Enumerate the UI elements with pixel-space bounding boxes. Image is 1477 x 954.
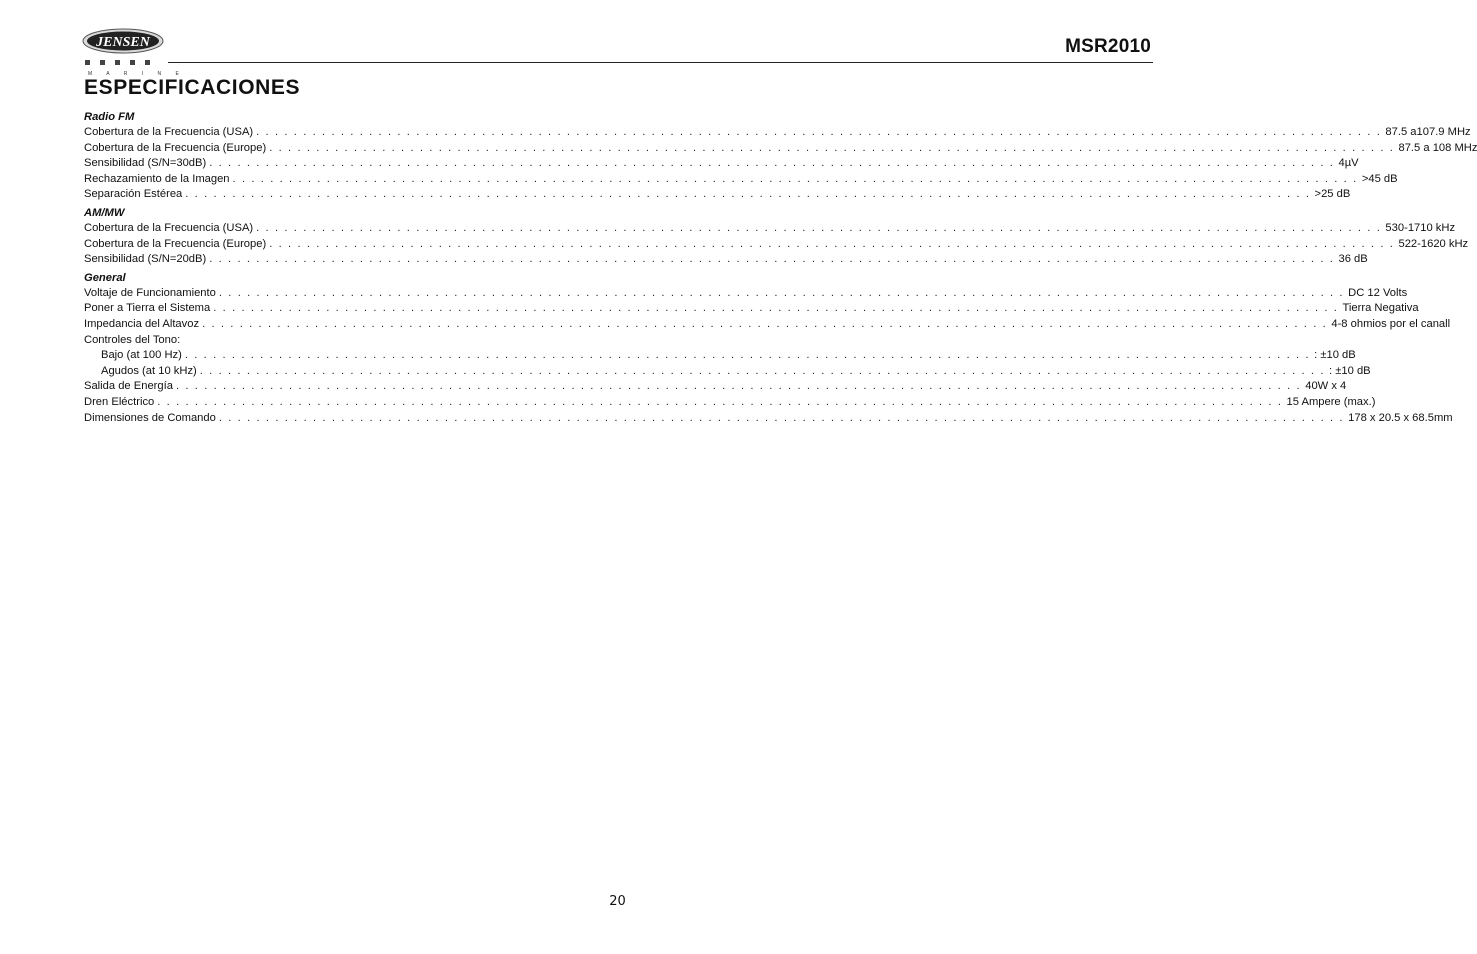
spec-value: 36 dB bbox=[1338, 253, 1368, 266]
dot-leader: . . . . . . . . . . . . . . . . . . . . . . . . . . . . . . . . . . . . . . . . . . . . . . . . . . . . . . . . . . . . . . . . . . . . . . . . . . . . . . . . . . . . . . . . . . . . . . . . . . . . . . . . . . . . . . . . . . . . . . . . bbox=[256, 221, 1382, 234]
spec-row bbox=[84, 286, 1408, 302]
spec-row bbox=[84, 252, 1368, 268]
spec-value: 178 x 20.5 x 68.5mm bbox=[1348, 411, 1453, 424]
dot-leader: . . . . . . . . . . . . . . . . . . . . . . . . . . . . . . . . . . . . . . . . . . . . . . . . . . . . . . . . . . . . . . . . . . . . . . . . . . . . . . . . . . . . . . . . . . . . . . . . . . . . . . . . . . . . . . . . . . . . . . . . bbox=[269, 237, 1395, 250]
spec-label: Salida de Energía bbox=[84, 380, 173, 393]
spec-row bbox=[84, 125, 1471, 141]
dot-leader: . . . . . . . . . . . . . . . . . . . . . . . . . . . . . . . . . . . . . . . . . . . . . . . . . . . . . . . . . . . . . . . . . . . . . . . . . . . . . . . . . . . . . . . . . . . . . . . . . . . . . . . . . . . . . . . . . . . . . . . . bbox=[232, 172, 1358, 185]
spec-label: Sensibilidad (S/N=20dB) bbox=[84, 253, 207, 266]
page-number: 20 bbox=[609, 894, 626, 909]
spec-value: : ±10 dB bbox=[1329, 364, 1371, 377]
spec-row bbox=[84, 411, 1453, 427]
dot-leader: . . . . . . . . . . . . . . . . . . . . . . . . . . . . . . . . . . . . . . . . . . . . . . . . . . . . . . . . . . . . . . . . . . . . . . . . . . . . . . . . . . . . . . . . . . . . . . . . . . . . . . . . . . . . . . . . . . . . . . . . bbox=[213, 302, 1339, 315]
spec-row bbox=[84, 395, 1376, 411]
dot-leader: . . . . . . . . . . . . . . . . . . . . . . . . . . . . . . . . . . . . . . . . . . . . . . . . . . . . . . . . . . . . . . . . . . . . . . . . . . . . . . . . . . . . . . . . . . . . . . . . . . . . . . . . . . . . . . . . . . . . . . . . bbox=[209, 253, 1335, 266]
spec-value: 4µV bbox=[1338, 157, 1359, 170]
logo-subtext: M A R I N E bbox=[88, 71, 186, 77]
spec-value: >25 dB bbox=[1314, 188, 1351, 201]
section-title-general: General bbox=[84, 271, 126, 284]
dot-leader: . . . . . . . . . . . . . . . . . . . . . . . . . . . . . . . . . . . . . . . . . . . . . . . . . . . . . . . . . . . . . . . . . . . . . . . . . . . . . . . . . . . . . . . . . . . . . . . . . . . . . . . . . . . . . . . . . . . . . . . . bbox=[269, 141, 1395, 154]
tone-controls-heading: Controles del Tono: bbox=[84, 333, 181, 346]
spec-label: Rechazamiento de la Imagen bbox=[84, 172, 230, 185]
spec-value: : ±10 dB bbox=[1314, 349, 1356, 362]
spec-label: Cobertura de la Frecuencia (Europe) bbox=[84, 237, 267, 250]
spec-value: 40W x 4 bbox=[1305, 380, 1347, 393]
spec-row bbox=[84, 301, 1419, 317]
spec-label: Agudos (at 10 kHz) bbox=[101, 364, 197, 377]
spec-label: Cobertura de la Frecuencia (USA) bbox=[84, 221, 254, 234]
dot-leader: . . . . . . . . . . . . . . . . . . . . . . . . . . . . . . . . . . . . . . . . . . . . . . . . . . . . . . . . . . . . . . . . . . . . . . . . . . . . . . . . . . . . . . . . . . . . . . . . . . . . . . . . . . . . . . . . . . . . . . . . bbox=[184, 349, 1311, 362]
spec-value: DC 12 Volts bbox=[1348, 286, 1408, 299]
header-divider bbox=[168, 62, 1153, 63]
spec-label: Cobertura de la Frecuencia (Europe) bbox=[84, 141, 267, 154]
spec-label: Separación Estérea bbox=[84, 188, 183, 201]
spec-row bbox=[84, 172, 1398, 188]
spec-row bbox=[84, 348, 1356, 364]
spec-label: Impedancia del Altavoz bbox=[84, 317, 200, 330]
dot-leader: . . . . . . . . . . . . . . . . . . . . . . . . . . . . . . . . . . . . . . . . . . . . . . . . . . . . . . . . . . . . . . . . . . . . . . . . . . . . . . . . . . . . . . . . . . . . . . . . . . . . . . . . . . . . . . . . . . . . . . . . bbox=[199, 364, 1326, 377]
spec-row bbox=[84, 156, 1359, 172]
spec-row bbox=[84, 364, 1371, 380]
logo-text: JENSEN bbox=[96, 35, 150, 50]
dot-leader: . . . . . . . . . . . . . . . . . . . . . . . . . . . . . . . . . . . . . . . . . . . . . . . . . . . . . . . . . . . . . . . . . . . . . . . . . . . . . . . . . . . . . . . . . . . . . . . . . . . . . . . . . . . . . . . . . . . . . . . . bbox=[218, 411, 1345, 424]
spec-value: >45 dB bbox=[1361, 172, 1398, 185]
section-title-fm: Radio FM bbox=[84, 111, 135, 123]
jensen-marine-logo bbox=[82, 28, 186, 80]
dot-leader: . . . . . . . . . . . . . . . . . . . . . . . . . . . . . . . . . . . . . . . . . . . . . . . . . . . . . . . . . . . . . . . . . . . . . . . . . . . . . . . . . . . . . . . . . . . . . . . . . . . . . . . . . . . . . . . . . . . . . . . . bbox=[175, 380, 1302, 393]
spec-value: 87.5 a107.9 MHz bbox=[1385, 126, 1471, 138]
model-number: MSR2010 bbox=[1065, 36, 1151, 57]
spec-label: Dren Eléctrico bbox=[84, 395, 155, 408]
spec-label: Poner a Tierra el Sistema bbox=[84, 302, 211, 315]
dot-leader: . . . . . . . . . . . . . . . . . . . . . . . . . . . . . . . . . . . . . . . . . . . . . . . . . . . . . . . . . . . . . . . . . . . . . . . . . . . . . . . . . . . . . . . . . . . . . . . . . . . . . . . . . . . . . . . . . . . . . . . . bbox=[157, 395, 1283, 408]
spec-value: 530-1710 kHz bbox=[1385, 221, 1456, 234]
spec-label: Voltaje de Funcionamiento bbox=[84, 286, 216, 299]
spec-label: Dimensiones de Comando bbox=[84, 411, 216, 424]
spec-row bbox=[84, 237, 1469, 253]
spec-value: 4-8 ohmios por el canall bbox=[1331, 317, 1451, 330]
dot-leader: . . . . . . . . . . . . . . . . . . . . . . . . . . . . . . . . . . . . . . . . . . . . . . . . . . . . . . . . . . . . . . . . . . . . . . . . . . . . . . . . . . . . . . . . . . . . . . . . . . . . . . . . . . . . . . . . . . . . . . . . bbox=[256, 126, 1382, 138]
dot-leader: . . . . . . . . . . . . . . . . . . . . . . . . . . . . . . . . . . . . . . . . . . . . . . . . . . . . . . . . . . . . . . . . . . . . . . . . . . . . . . . . . . . . . . . . . . . . . . . . . . . . . . . . . . . . . . . . . . . . . . . . bbox=[185, 188, 1311, 201]
spec-row bbox=[84, 379, 1347, 395]
section-title-am: AM/MW bbox=[84, 206, 125, 219]
dot-leader: . . . . . . . . . . . . . . . . . . . . . . . . . . . . . . . . . . . . . . . . . . . . . . . . . . . . . . . . . . . . . . . . . . . . . . . . . . . . . . . . . . . . . . . . . . . . . . . . . . . . . . . . . . . . . . . . . . . . . . . . bbox=[218, 286, 1345, 299]
page-title: ESPECIFICACIONES bbox=[84, 76, 301, 99]
spec-row bbox=[84, 187, 1351, 203]
spec-value: 522-1620 kHz bbox=[1398, 237, 1469, 250]
spec-value: Tierra Negativa bbox=[1342, 302, 1419, 315]
spec-label: Cobertura de la Frecuencia (USA) bbox=[84, 126, 254, 138]
spec-row bbox=[84, 221, 1456, 237]
spec-value: 87.5 a 108 MHz bbox=[1398, 141, 1477, 154]
dot-leader: . . . . . . . . . . . . . . . . . . . . . . . . . . . . . . . . . . . . . . . . . . . . . . . . . . . . . . . . . . . . . . . . . . . . . . . . . . . . . . . . . . . . . . . . . . . . . . . . . . . . . . . . . . . . . . . . . . . . . . . . bbox=[209, 157, 1335, 170]
spec-value: 15 Ampere (max.) bbox=[1286, 395, 1376, 408]
spec-row bbox=[84, 141, 1477, 157]
spec-label: Bajo (at 100 Hz) bbox=[101, 349, 182, 362]
spec-row bbox=[84, 317, 1451, 333]
dot-leader: . . . . . . . . . . . . . . . . . . . . . . . . . . . . . . . . . . . . . . . . . . . . . . . . . . . . . . . . . . . . . . . . . . . . . . . . . . . . . . . . . . . . . . . . . . . . . . . . . . . . . . . . . . . . . . . . . . . . . . . . bbox=[202, 317, 1328, 330]
spec-label: Sensibilidad (S/N=30dB) bbox=[84, 157, 207, 170]
specifications-list bbox=[84, 108, 1477, 426]
